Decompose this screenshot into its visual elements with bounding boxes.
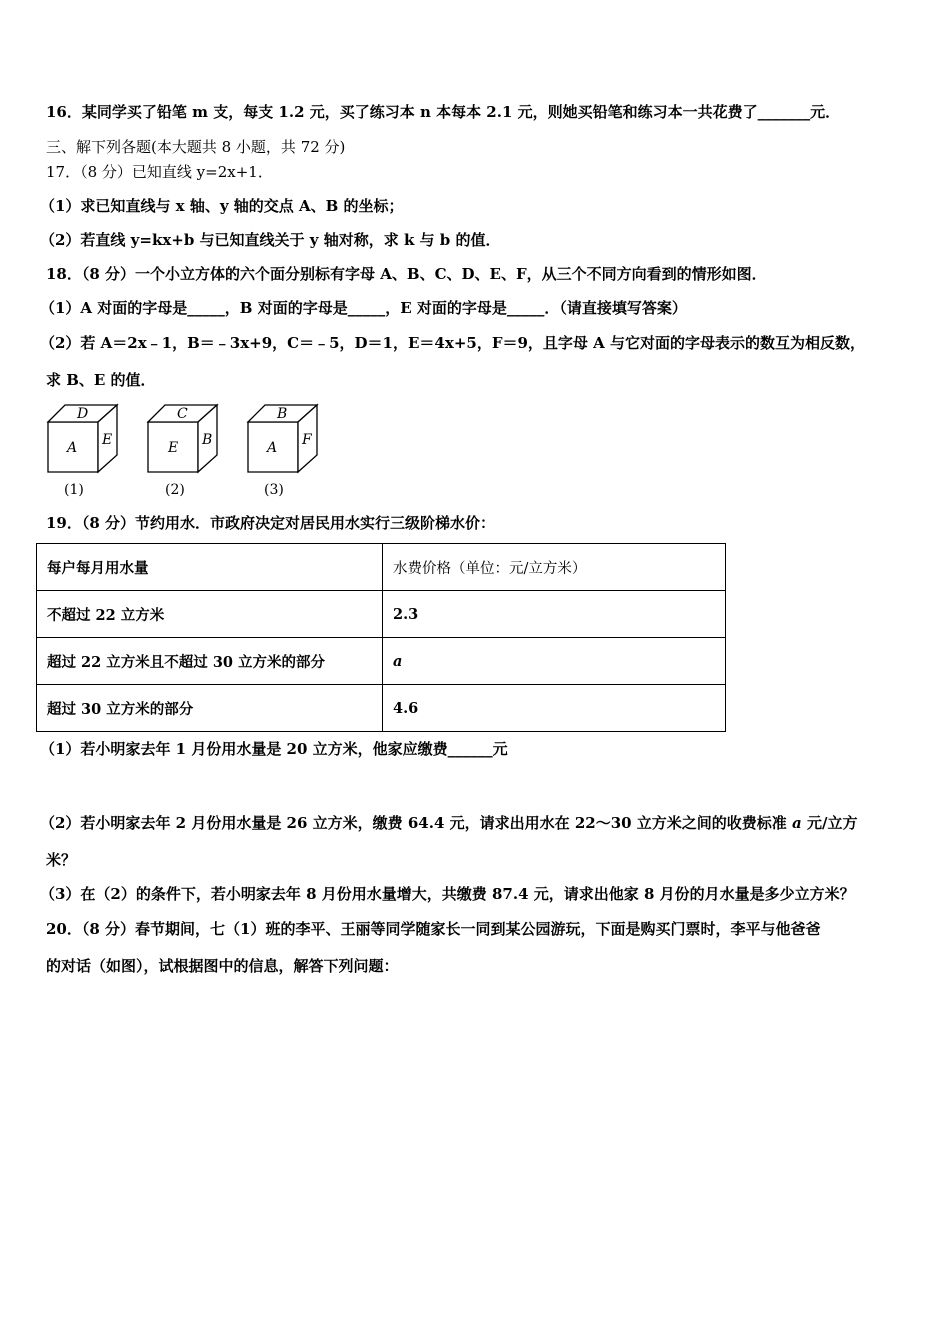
cube-2-side: B (202, 432, 213, 448)
question-19-stem: 19．（8 分）节约用水．市政府决定对居民用水实行三级阶梯水价： (46, 514, 496, 532)
question-18-part-2a: （2）若 A＝2x﹣1，B＝﹣3x+9，C＝﹣5，D＝1，E＝4x+5，F＝9，且字母 A 与它对面的字母表示的数互为相反数， (40, 334, 865, 352)
cube-3-side: F (302, 432, 312, 448)
question-19-part-2a (40, 813, 910, 833)
question-19-part-1: （1）若小明家去年 1 月份用水量是 20 立方米，他家应缴费______元 (40, 740, 508, 758)
question-17-stem: 17．（8 分）已知直线 y=2x+1． (46, 163, 273, 181)
cube-3-top: B (277, 406, 288, 422)
cube-2-caption: (2) (165, 482, 185, 498)
cube-1-side: E (102, 432, 113, 448)
cube-1-front: A (67, 440, 78, 456)
table-cell: 4.6 (383, 685, 726, 732)
table-header-row (37, 544, 726, 591)
question-17-part-2: （2）若直线 y=kx+b 与已知直线关于 y 轴对称，求 k 与 b 的值． (40, 231, 501, 249)
table-cell: 超过 30 立方米的部分 (37, 685, 383, 732)
question-19-part-2b: 米？ (46, 851, 77, 869)
table-cell: 2.3 (383, 591, 726, 638)
question-19-part-2a-tail: 元/立方 (801, 814, 858, 832)
question-18-stem: 18．（8 分）一个小立方体的六个面分别标有字母 A、B、C、D、E、F，从三个不同方向看到的情形如图． (46, 265, 767, 283)
question-20-stem-2: 的对话（如图），试根据图中的信息，解答下列问题： (46, 957, 399, 975)
table-row (37, 591, 726, 638)
table-cell: 超过 22 立方米且不超过 30 立方米的部分 (37, 638, 383, 685)
table-row (37, 685, 726, 732)
question-16: 16．某同学买了铅笔 m 支，每支 1.2 元，买了练习本 n 本每本 2.1 元，则她买铅笔和练习本一共花费了_______元． (46, 103, 841, 121)
cube-2-top: C (177, 406, 188, 422)
section-3-heading: 三、解下列各题(本大题共 8 小题，共 72 分) (46, 138, 346, 156)
table-header-cell: 水费价格（单位：元/立方米） (383, 544, 726, 591)
cube-3-caption: (3) (264, 482, 284, 498)
cube-1-caption: (1) (64, 482, 84, 498)
question-20-stem: 20．（8 分）春节期间，七（1）班的李平、王丽等同学随家长一同到某公园游玩，下面是购买门票时，李平与他爸爸 (46, 920, 821, 938)
question-19-part-2a-text: （2）若小明家去年 2 月份用水量是 26 立方米，缴费 64.4 元，请求出用水在 22～30 立方米之间的收费标准 (40, 814, 793, 832)
cube-3-front: A (267, 440, 278, 456)
table-cell: a (383, 638, 726, 685)
cube-1 (48, 405, 117, 498)
water-price-table (36, 543, 726, 732)
table-cell: 不超过 22 立方米 (37, 591, 383, 638)
cube-2-front: E (168, 440, 179, 456)
cube-2 (148, 405, 217, 498)
cube-3 (248, 405, 317, 498)
cube-figures (40, 400, 340, 500)
table-row (37, 638, 726, 685)
question-19-part-3: （3）在（2）的条件下，若小明家去年 8 月份用水量增大，共缴费 87.4 元，请求出他家 8 月份的月水量是多少立方米？ (40, 885, 855, 903)
question-17-part-1: （1）求已知直线与 x 轴、y 轴的交点 A、B 的坐标； (40, 197, 404, 215)
table-header-cell: 每户每月用水量 (37, 544, 383, 591)
variable-a: a (792, 814, 802, 832)
question-18-part-2b: 求 B、E 的值． (46, 371, 156, 389)
question-18-part-1: （1）A 对面的字母是_____，B 对面的字母是_____，E 对面的字母是_____．（请直接填写答案） (40, 299, 687, 317)
cube-1-top: D (77, 406, 89, 422)
